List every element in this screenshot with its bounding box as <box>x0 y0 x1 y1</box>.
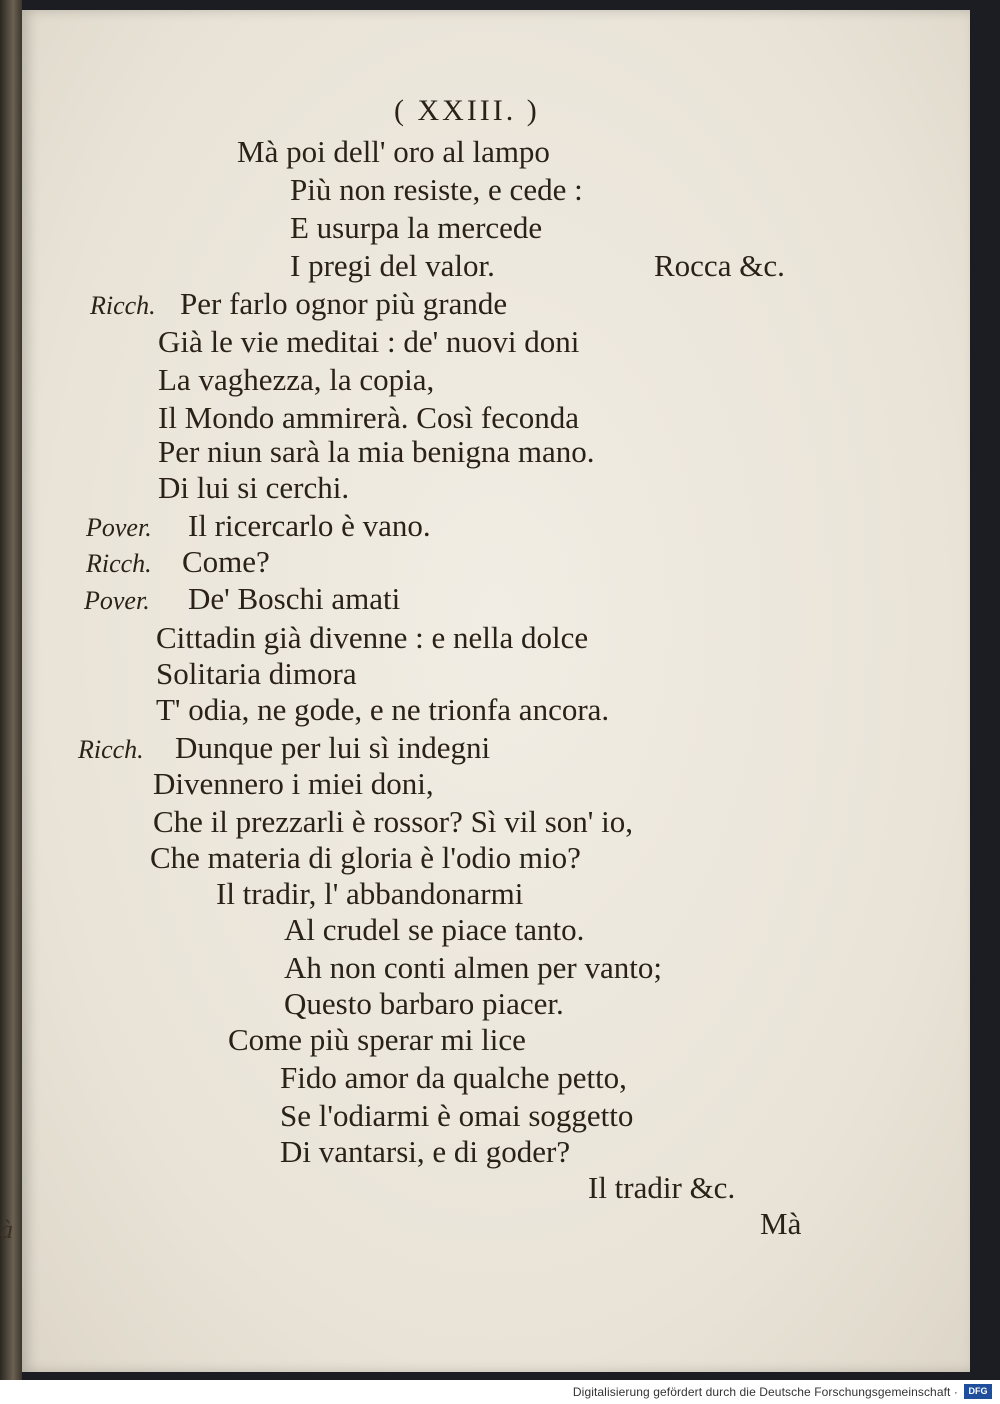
verse-line: Di vantarsi, e di goder? <box>280 1134 571 1169</box>
verse-line: Se l'odiarmi è omai soggetto <box>280 1098 634 1133</box>
verse-line: I pregi del valor. <box>290 248 495 283</box>
left-page-edge <box>0 0 22 1380</box>
verse-line: Per farlo ognor più grande <box>180 286 508 321</box>
verse-line: Dunque per lui sì indegni <box>175 730 491 765</box>
verse-line: De' Boschi amati <box>188 581 401 616</box>
speaker-label: Ricch. <box>78 735 144 764</box>
verse-line: T' odia, ne gode, e ne trionfa ancora. <box>156 692 610 727</box>
verse-line: Solitaria dimora <box>156 656 357 691</box>
verse-line: E usurpa la mercede <box>290 210 543 245</box>
page-header: ( XXIII. ) <box>394 94 540 127</box>
verse-line: Ah non conti almen per vanto; <box>284 950 662 985</box>
speaker-label: Pover. <box>86 513 152 542</box>
verse-line: Il Mondo ammirerà. Così feconda <box>158 400 579 435</box>
verse-line: Fido amor da qualche petto, <box>280 1060 627 1095</box>
verse-line: La vaghezza, la copia, <box>158 362 435 397</box>
facing-page-sliver: à <box>0 1215 13 1244</box>
speaker-label: Pover. <box>84 586 150 615</box>
funding-notice: Digitalisierung gefördert durch die Deutsche Forschungsgemeinschaft · <box>572 1385 958 1399</box>
speaker-label: Ricch. <box>86 549 152 578</box>
verse-line: Come? <box>182 544 270 579</box>
verse-line: Per niun sarà la mia benigna mano. <box>158 434 595 469</box>
footer-bar <box>0 1380 1000 1404</box>
verse-line: Già le vie meditai : de' nuovi doni <box>158 324 580 359</box>
book-page <box>22 10 970 1372</box>
verse-line: Mà poi dell' oro al lampo <box>237 134 550 169</box>
speaker-label: Ricch. <box>90 291 156 320</box>
verse-line: Più non resiste, e cede : <box>290 172 583 207</box>
catchword: Mà <box>760 1206 802 1241</box>
verse-line: Cittadin già divenne : e nella dolce <box>156 620 589 655</box>
aria-cue: Il tradir &c. <box>588 1170 736 1205</box>
verse-line: Divennero i miei doni, <box>153 766 434 801</box>
verse-line: Al crudel se piace tanto. <box>284 912 585 947</box>
verse-line: Che il prezzarli è rossor? Sì vil son' io, <box>153 804 633 839</box>
verse-line: Il ricercarlo è vano. <box>188 508 431 543</box>
verse-line: Come più sperar mi lice <box>228 1022 526 1057</box>
verse-line: Il tradir, l' abbandonarmi <box>216 876 524 911</box>
verse-line: Di lui si cerchi. <box>158 470 350 505</box>
verse-line: Questo barbaro piacer. <box>284 986 564 1021</box>
verse-line: Che materia di gloria è l'odio mio? <box>150 840 581 875</box>
aria-cue: Rocca &c. <box>654 248 785 283</box>
dfg-logo: DFG <box>964 1384 992 1399</box>
